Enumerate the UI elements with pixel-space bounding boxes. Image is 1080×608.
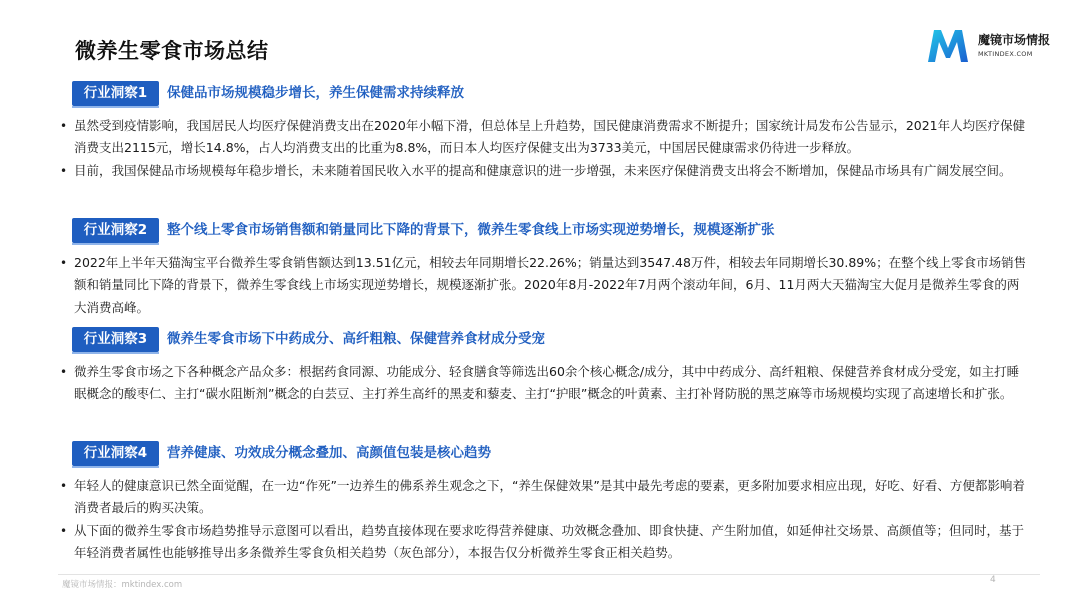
- footer-source: 魔镜市场情报：mktindex.com: [62, 580, 183, 590]
- insight-header: [60, 327, 1030, 353]
- insight-section-1: [60, 81, 1030, 182]
- insight-badge: 行业洞察4: [72, 441, 159, 466]
- insight-header: [60, 218, 1030, 244]
- logo-name: 魔镜市场情报: [978, 33, 1051, 47]
- bullet-item: • 年轻人的健康意识已然全面觉醒，在一边“作死”一边养生的佛系养生观念之下，“养生保健效果”是其中最先考虑的要素，更多附加要求相应出现，好吃、好看、方便都影响着消费者最后的购买决策。: [60, 475, 1030, 520]
- page-number: 4: [990, 575, 996, 585]
- insight-badge: 行业洞察1: [72, 81, 159, 106]
- insight-bullets: [60, 475, 1030, 564]
- footer-divider: [58, 574, 1040, 575]
- insight-headline: 营养健康、功效成分概念叠加、高颜值包装是核心趋势: [167, 445, 491, 461]
- bullet-item: • 2022年上半年天猫淘宝平台微养生零食销售额达到13.51亿元，相较去年同期增长22.26%；销量达到3547.48万件，相较去年同期增长30.89%；在整个线上零食市场销售额和销量同比下降的背景下，微养生零食线上市场实现逆势增长，规模逐渐扩张。2020年8月-2022年7月两个滚动年间，6月、11月两大天猫淘宝大促月是微养生零食的两大消费高峰。: [60, 252, 1030, 319]
- insight-section-2: [60, 218, 1030, 319]
- insight-badge: 行业洞察2: [72, 218, 159, 243]
- insight-bullets: [60, 361, 1030, 406]
- bullet-item: • 虽然受到疫情影响，我国居民人均医疗保健消费支出在2020年小幅下滑，但总体呈上升趋势，国民健康消费需求不断提升；国家统计局发布公告显示，2021年人均医疗保健消费支出2115元，增长14.8%，占人均消费支出的比重为8.8%，而日本人均医疗保健支出为3733美元，中国居民健康需求仍待进一步释放。: [60, 115, 1030, 160]
- insight-bullets: [60, 252, 1030, 319]
- bullet-item: • 目前，我国保健品市场规模每年稳步增长，未来随着国民收入水平的提高和健康意识的进一步增强，未来医疗保健消费支出将会不断增加，保健品市场具有广阔发展空间。: [60, 160, 1030, 182]
- insight-headline: 微养生零食市场下中药成分、高纤粗粮、保健营养食材成分受宠: [167, 331, 545, 347]
- insight-badge: 行业洞察3: [72, 327, 159, 352]
- insight-headline: 整个线上零食市场销售额和销量同比下降的背景下，微养生零食线上市场实现逆势增长，规模逐渐扩张: [167, 222, 775, 238]
- insight-bullets: [60, 115, 1030, 182]
- insight-section-3: [60, 327, 1030, 406]
- bullet-item: • 微养生零食市场之下各种概念产品众多：根据药食同源、功能成分、轻食膳食等筛选出60余个核心概念/成分，其中中药成分、高纤粗粮、保健营养食材成分受宠，如主打睡眠概念的酸枣仁、主打“碳水阻断剂”概念的白芸豆、主打养生高纤的黑麦和藜麦、主打“护眼”概念的叶黄素、主打补肾防脱的黑芝麻等市场规模均实现了高速增长和扩张。: [60, 361, 1030, 406]
- insight-header: [60, 441, 1030, 467]
- logo-m-icon: [924, 26, 972, 64]
- insight-section-4: [60, 441, 1030, 564]
- insight-header: [60, 81, 1030, 107]
- page-title: 微养生零食市场总结: [75, 39, 269, 63]
- bullet-item: • 从下面的微养生零食市场趋势推导示意图可以看出，趋势直接体现在要求吃得营养健康、功效概念叠加、即食快捷、产生附加值，如延伸社交场景、高颜值等；但同时，基于年轻消费者属性也能够推导出多条微养生零食负相关趋势（灰色部分），本报告仅分析微养生零食正相关趋势。: [60, 520, 1030, 565]
- insight-headline: 保健品市场规模稳步增长，养生保健需求持续释放: [167, 85, 464, 101]
- brand-logo: [924, 24, 1054, 64]
- logo-site: MKTINDEX.COM: [978, 50, 1033, 58]
